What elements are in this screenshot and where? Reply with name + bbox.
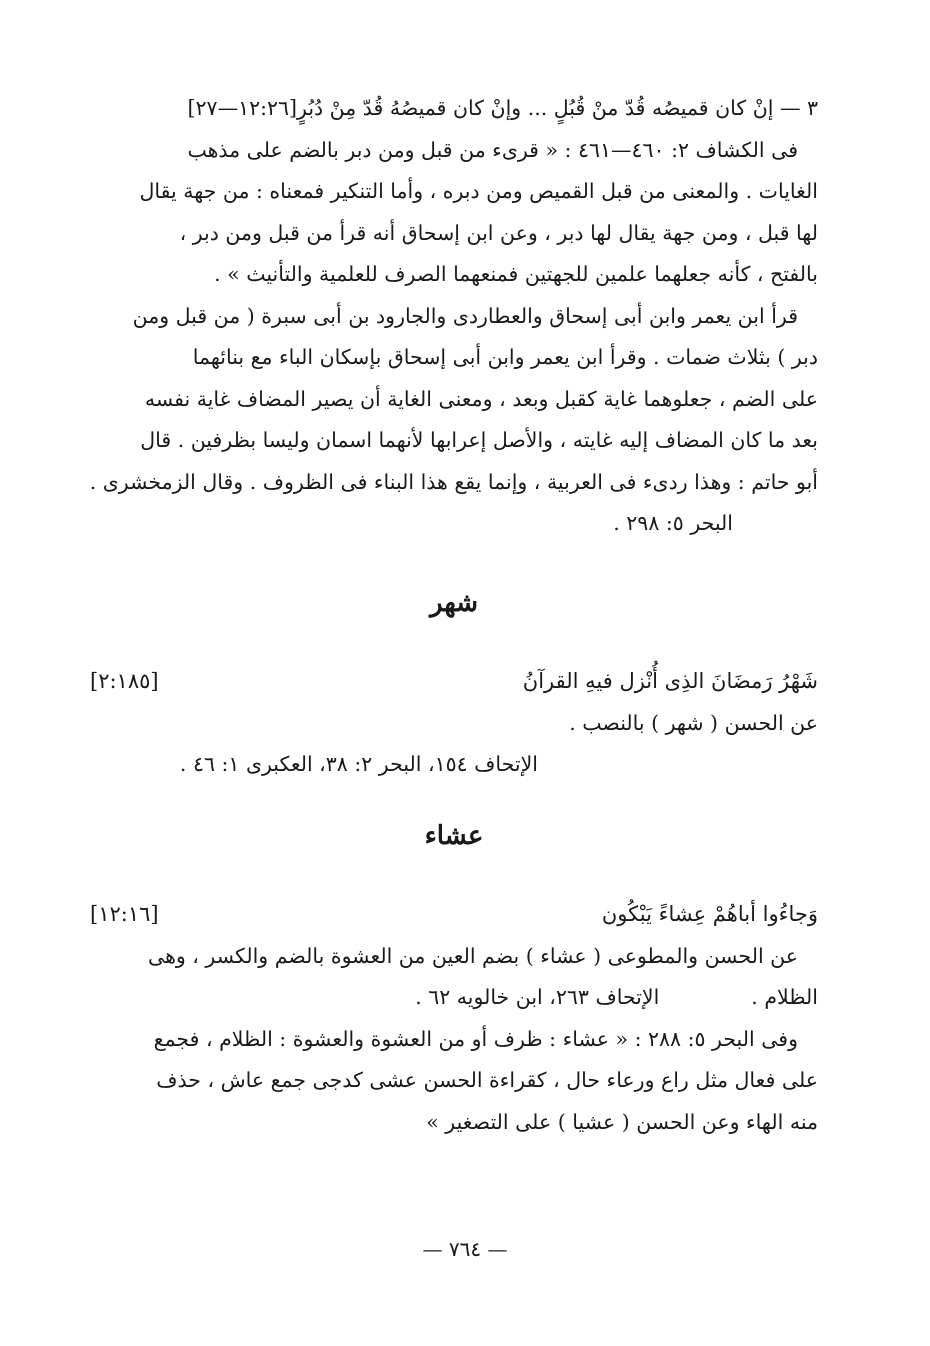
text-line: منه الهاء وعن الحسن ( عشيا ) على التصغير » <box>426 1109 818 1134</box>
page-number-text: — ٧٦٤ — <box>422 1237 508 1261</box>
section-qubul-dubur <box>90 88 818 545</box>
reading-note <box>90 703 818 745</box>
text-line: على الضم ، جعلوهما غاية كقبل وبعد ، ومعنى الغاية أن يصير المضاف غاية نفسه <box>144 386 818 411</box>
kashshaf-paragraph <box>90 130 818 172</box>
text-line: الظلام . <box>751 985 818 1009</box>
text-line: قرأ ابن يعمر وابن أبى إسحاق والعطاردى والجارود بن أبى سبرة ( من قبل ومن <box>132 303 798 328</box>
verse-text: شَهْرُ رَمضَانَ الذِى أُنْزل فيهِ القرآنُ <box>522 668 818 693</box>
verse-reference: [٢:١٨٥] <box>90 668 159 693</box>
verse-text: وَجاءُوا أباهُمْ عِشاءً يَبْكُون <box>601 901 818 926</box>
reading-note-continued <box>90 977 818 1019</box>
verse-line <box>90 892 818 936</box>
verse-line <box>90 659 818 703</box>
text-line: بالفتح ، كأنه جعلهما علمين للجهتين فمنعهما الصرف للعلمية والتأنيث » . <box>214 262 818 286</box>
text-line: وفى البحر ٥: ٢٨٨ : « عشاء : ظرف أو من العشوة والعشوة : الظلام ، فجمع <box>153 1026 798 1051</box>
verse-paragraph <box>90 88 818 130</box>
bahr-paragraph <box>90 1019 818 1061</box>
text-line: عن الحسن ( شهر ) بالنصب . <box>569 710 818 735</box>
bahr-continued <box>90 1060 818 1143</box>
source-reference <box>90 503 818 545</box>
section-shahr <box>90 583 818 786</box>
readings-continued <box>90 337 818 503</box>
text-line: الغايات . والمعنى من قبل القميص ومن دبره ، وأما التنكير فمعناه : من جهة يقال <box>139 179 818 203</box>
page-body <box>90 84 818 1284</box>
text-line: أبو حاتم : وهذا ردىء فى العربية ، وإنما يقع هذا البناء فى الظروف . وقال الزمخشرى . <box>90 469 818 494</box>
verse-reference: [١٢:١٦] <box>90 901 159 926</box>
readings-paragraph <box>90 296 818 338</box>
section-title: عشاء <box>424 820 484 851</box>
text-line: بعد ما كان المضاف إليه غايته ، والأصل إعرابها لأنهما اسمان وليسا بظرفين . قال <box>140 428 818 452</box>
text-line: الإتحاف ١٥٤، البحر ٢: ٣٨، العكبرى ١: ٤٦ . <box>179 752 538 776</box>
kashshaf-continued <box>90 171 818 296</box>
text-line: دبر ) بثلاث ضمات . وقرأ ابن يعمر وابن أبى إسحاق بإسكان الباء مع بنائهما <box>192 345 818 369</box>
reading-note <box>90 936 818 978</box>
text-line: البحر ٥: ٢٩٨ . <box>613 511 733 535</box>
section-title: شهر <box>429 587 479 618</box>
source-reference <box>90 744 818 786</box>
text-line: عن الحسن والمطوعى ( عشاء ) بضم العين من العشوة بالضم والكسر ، وهى <box>147 943 798 968</box>
text-line: ٣ — إنْ كان قميصُه قُدّ منْ قُبُلٍ ... وإنْ كان قميصُهُ قُدّ مِنْ دُبُرٍ[١٢:٢٦—٢٧] <box>187 96 818 120</box>
page-number <box>0 1237 930 1261</box>
text-line: فى الكشاف ٢: ٤٦٠—٤٦١ : « قرىء من قبل ومن دبر بالضم على مذهب <box>187 137 798 162</box>
source-reference: الإتحاف ٢٦٣، ابن خالويه ٦٢ . <box>415 985 660 1009</box>
section-ishaa <box>90 816 818 1144</box>
text-line: على فعال مثل راع ورعاء حال ، كقراءة الحسن عشى كدجى جمع عاش ، حذف <box>156 1068 818 1092</box>
text-line: لها قبل ، ومن جهة يقال لها دبر ، وعن ابن إسحاق أنه قرأ من قبل ومن دبر ، <box>179 220 818 245</box>
